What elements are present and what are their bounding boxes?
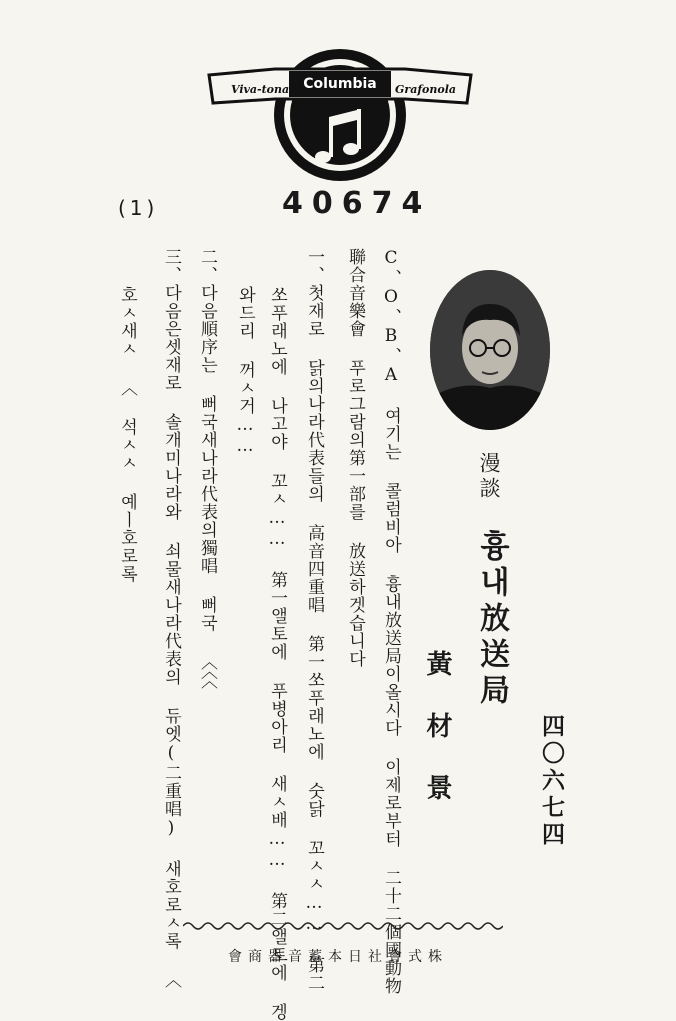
- text-line-7: 三、다음은셋재로 솔개미나라와 쇠물새나라代表의 듀엣(二重唱) 새호로ㅅ록 〈: [161, 248, 181, 989]
- wavy-divider: [183, 920, 503, 932]
- catalog-number: 四〇六七四: [538, 714, 565, 849]
- text-line-8: 호ㅅ새ㅅ 〈 석ㅅㅅ 예ㅣ호로록: [117, 286, 137, 583]
- record-number: 40674: [282, 186, 432, 221]
- logo-brand-name: Columbia: [303, 76, 377, 92]
- columbia-logo: [205, 45, 475, 185]
- author-portrait: [430, 270, 550, 430]
- title-genre: 漫談: [477, 452, 501, 502]
- title-main: 흉내放送局: [474, 530, 509, 710]
- text-line-4: 쏘푸래노에 나고야 꼬ㅅ…… 第一앨토에 푸병아리 새ㅅ배…… 第二앨토에 겡: [267, 286, 287, 1021]
- author-name: 黃材景: [422, 650, 452, 836]
- publisher-footer: 會商器音蓄本日社會式株: [228, 949, 448, 965]
- sheet-number: (1): [118, 196, 159, 220]
- text-line-2: 聯合音樂會 푸로그람의第一部를 放送하겟습니다: [345, 248, 365, 668]
- logo-viva-tonal: Viva-tonal: [231, 83, 294, 96]
- logo-grafonola: Grafonola: [395, 83, 457, 96]
- text-line-6: 二、다음順序는 뻐국새나라代表의獨唱 뻐국 〈〈〈: [197, 248, 217, 690]
- text-line-5: 와드리 꺼ㅅ거……: [235, 286, 255, 457]
- text-line-3: 一、첫재로 닭의나라代表들의 高音四重唱 第一쏘푸래노에 숫닭 꼬ㅅㅅ…… 第二: [304, 248, 324, 992]
- text-line-1: C、O、B、A 여기는 콜럼비아 흉내放送局이올시다 이제로부터 二十二個國動物: [381, 248, 401, 995]
- columbia-emblem: [205, 45, 475, 185]
